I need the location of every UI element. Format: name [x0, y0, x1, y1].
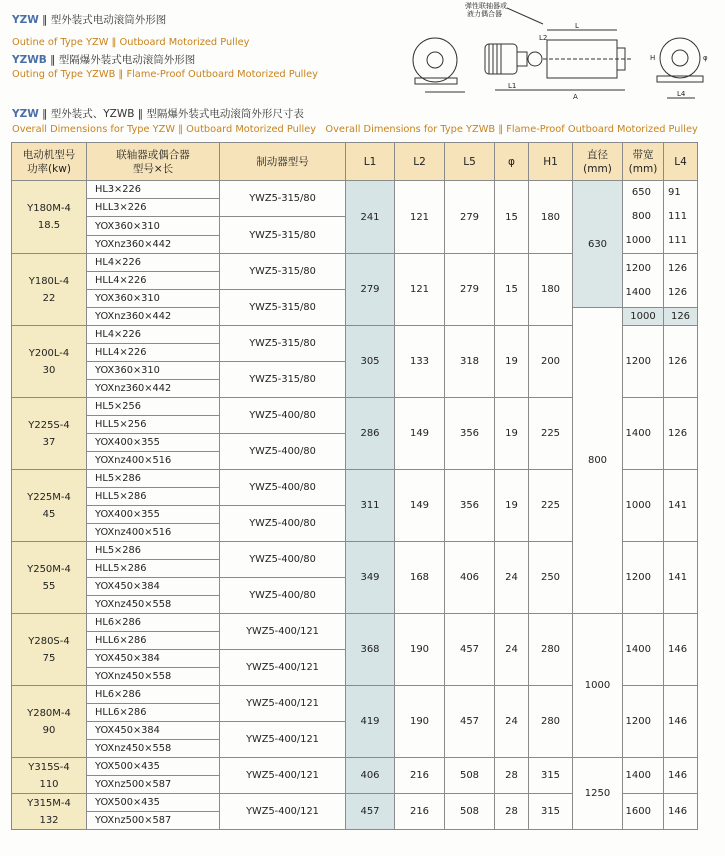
col-coupler: 联轴器或偶合器 型号×长	[87, 143, 220, 181]
beltwidth-cell	[623, 181, 664, 254]
beltwidth-cell-value: 1200	[625, 355, 651, 367]
diameter-cell-value: 800	[587, 455, 608, 466]
motor-model-cell-value: 110	[39, 778, 59, 790]
dim-label-L1: L1	[508, 82, 517, 90]
coupler-cell: HL5×256	[87, 398, 220, 416]
beltwidth-cell-value: 1600	[625, 805, 651, 817]
motor-model-cell-value: Y180M-4	[27, 203, 71, 214]
coupler-cell: HL4×226	[87, 326, 220, 344]
motor-model-cell	[12, 686, 87, 758]
title-yzwb-en: Outing of Type YZWB ‖ Flame-Proof Outboard Motorized Pulley	[12, 69, 318, 80]
drawing-note-2: 液力偶合器	[467, 10, 502, 18]
L4-cell-value: 146	[668, 715, 688, 727]
title-en-text: Outing of Type YZWB	[12, 69, 116, 80]
col-L5: L5	[445, 143, 495, 181]
coupler-cell: YOXnz400×516	[87, 452, 220, 470]
dimension-table	[11, 142, 698, 830]
motor-model-cell-value: Y225M-4	[27, 491, 71, 503]
dim-label-H: H	[650, 54, 656, 62]
phi-cell: 24	[495, 614, 529, 686]
beltwidth-cell	[623, 326, 664, 398]
L5-cell: 279	[445, 181, 495, 254]
beltwidth-cell-value: 1400	[625, 286, 651, 298]
drawing-note-1: 弹性联轴器或	[465, 2, 507, 10]
diameter-cell	[573, 308, 623, 614]
L4-cell-value: 141	[668, 571, 688, 583]
coupler-cell: HL6×286	[87, 686, 220, 704]
motor-model-cell	[12, 794, 87, 830]
beltwidth-cell	[623, 254, 664, 308]
code-yzw: YZW	[12, 108, 39, 120]
L1-cell: 305	[346, 326, 395, 398]
dim-label-A: A	[573, 93, 578, 101]
phi-cell: 15	[495, 254, 529, 326]
title-en-text-3: Overall Dimensions for Type YZWB	[325, 124, 496, 135]
title-cn-text: 型隔爆外装式电动滚筒外形图	[58, 54, 196, 66]
L4-cell-value: 141	[668, 499, 688, 511]
motor-model-cell	[12, 398, 87, 470]
brake-cell: YWZ5-315/80	[220, 217, 346, 254]
motor-model-cell-value: 45	[42, 508, 56, 520]
coupler-cell: YOXnz360×442	[87, 236, 220, 254]
L4-cell	[664, 308, 698, 326]
L4-cell-value: 111	[668, 211, 688, 222]
col-L1: L1	[346, 143, 395, 181]
H1-cell: 280	[529, 614, 573, 686]
brake-cell: YWZ5-400/80	[220, 470, 346, 506]
H1-cell: 180	[529, 181, 573, 254]
title-dims-cn: YZW ‖ 型外装式、YZWB ‖ 型隔爆外装式电动滚筒外形尺寸表	[12, 108, 304, 120]
motor-model-cell-value: 55	[42, 580, 56, 592]
L5-cell: 508	[445, 758, 495, 794]
L5-cell: 279	[445, 254, 495, 326]
table-row	[12, 614, 698, 632]
motor-model-cell-value: Y225S-4	[28, 419, 70, 431]
end-view-hub	[427, 52, 443, 68]
L2-cell: 190	[395, 614, 445, 686]
col-L4: L4	[664, 143, 698, 181]
L4-cell	[664, 326, 698, 398]
motor-model-cell-value: Y200L-4	[28, 347, 70, 359]
coupler-cell: YOXnz500×587	[87, 776, 220, 794]
diameter-cell-value: 1000	[584, 680, 611, 691]
title-cn-text: 型外装式、YZWB	[50, 108, 135, 120]
H1-cell: 180	[529, 254, 573, 326]
coupler-cell: HL5×286	[87, 542, 220, 560]
L1-cell: 279	[346, 254, 395, 326]
beltwidth-cell-value: 1400	[625, 769, 651, 781]
title-dims-en: Overall Dimensions for Type YZW ‖ Outboard Motorized Pulley Overall Dimensions for Type YZWB ‖ Flame-Proof Outboard Motorized Pulley	[12, 124, 698, 135]
col-L2: L2	[395, 143, 445, 181]
title-en-text-4: Flame-Proof Outboard Motorized Pulley	[506, 124, 698, 135]
right-end-hub	[672, 50, 688, 66]
L5-cell: 406	[445, 542, 495, 614]
L4-cell	[664, 794, 698, 830]
L4-cell	[664, 254, 698, 308]
coupler-cell: HL5×286	[87, 470, 220, 488]
coupler-cell: HLL4×226	[87, 272, 220, 290]
col-phi: φ	[495, 143, 529, 181]
beltwidth-cell-value: 800	[631, 211, 651, 222]
L1-cell: 286	[346, 398, 395, 470]
L5-cell: 356	[445, 398, 495, 470]
L4-cell-value: 146	[668, 805, 688, 817]
L4-cell	[664, 542, 698, 614]
brake-cell: YWZ5-400/121	[220, 686, 346, 722]
diameter-cell-value: 630	[587, 238, 608, 250]
end-view-base	[415, 78, 457, 84]
brake-cell: YWZ5-400/80	[220, 506, 346, 542]
coupler-cell: YOXnz360×442	[87, 380, 220, 398]
phi-cell: 28	[495, 794, 529, 830]
motor-model-cell-value: 30	[42, 364, 56, 376]
diameter-cell	[573, 614, 623, 758]
L4-cell-value: 126	[668, 286, 688, 298]
end-view-outer	[413, 38, 457, 82]
coupler-cell: HLL4×226	[87, 344, 220, 362]
beltwidth-cell	[623, 308, 664, 326]
brake-cell: YWZ5-315/80	[220, 254, 346, 290]
dim-label-L: L	[575, 22, 579, 30]
coupler-cell: YOXnz450×558	[87, 596, 220, 614]
L1-cell: 419	[346, 686, 395, 758]
motor-model-cell-value: 18.5	[37, 220, 61, 231]
motor-model-cell-value: 132	[39, 814, 59, 826]
title-yzwb-cn: YZWB ‖ 型隔爆外装式电动滚筒外形图	[12, 54, 196, 66]
motor-model-cell	[12, 614, 87, 686]
beltwidth-cell	[623, 470, 664, 542]
coupler-cell: YOX500×435	[87, 758, 220, 776]
phi-cell: 28	[495, 758, 529, 794]
L1-cell: 349	[346, 542, 395, 614]
H1-cell: 250	[529, 542, 573, 614]
coupler-cell: YOX400×355	[87, 506, 220, 524]
beltwidth-cell	[623, 758, 664, 794]
coupler-cell: YOX400×355	[87, 434, 220, 452]
coupler-cell: HLL6×286	[87, 632, 220, 650]
motor-model-cell-value: 90	[42, 724, 56, 736]
coupler-cell: HLL5×286	[87, 488, 220, 506]
H1-cell: 315	[529, 794, 573, 830]
coupler-cell: YOXnz360×442	[87, 308, 220, 326]
coupler-cell: YOX360×310	[87, 362, 220, 380]
L5-cell: 318	[445, 326, 495, 398]
coupler-cell: YOXnz500×587	[87, 812, 220, 830]
beltwidth-cell	[623, 614, 664, 686]
dim-label-L2: L2	[539, 34, 548, 42]
col-brake: 制动器型号	[220, 143, 346, 181]
motor-model-cell-value: 22	[42, 292, 56, 304]
motor-model-cell-value: Y280S-4	[28, 635, 70, 647]
brake-cell: YWZ5-315/80	[220, 326, 346, 362]
H1-cell: 225	[529, 470, 573, 542]
coupler-cell: YOX450×384	[87, 578, 220, 596]
L5-cell: 457	[445, 614, 495, 686]
L2-cell: 121	[395, 254, 445, 326]
motor-model-cell	[12, 326, 87, 398]
title-en-text-2: Outboard Motorized Pulley	[119, 37, 250, 48]
brake-cell: YWZ5-400/121	[220, 722, 346, 758]
brake-cell: YWZ5-400/80	[220, 434, 346, 470]
L5-cell: 356	[445, 470, 495, 542]
coupler-cell: YOX500×435	[87, 794, 220, 812]
beltwidth-cell-value: 1000	[625, 235, 651, 246]
coupler-cell: HLL6×286	[87, 704, 220, 722]
title-cn-text-2: 型隔爆外装式电动滚筒外形尺寸表	[146, 108, 304, 120]
L4-cell-value: 91	[668, 187, 681, 198]
beltwidth-cell-value: 1000	[630, 311, 656, 322]
coupler-cell: HL4×226	[87, 254, 220, 272]
coupler-cell: YOXnz450×558	[87, 740, 220, 758]
motor-model-cell	[12, 254, 87, 326]
L4-cell	[664, 398, 698, 470]
table-row	[12, 758, 698, 776]
motor-model-cell-value: Y180L-4	[28, 275, 70, 287]
brake-cell: YWZ5-400/121	[220, 614, 346, 650]
L1-cell: 457	[346, 794, 395, 830]
L4-cell	[664, 614, 698, 686]
L4-cell-value: 126	[670, 311, 691, 322]
L4-cell-value: 146	[668, 643, 688, 655]
code-yzw: YZW	[12, 14, 39, 26]
code-yzwb: YZWB	[12, 54, 47, 66]
right-end-outer	[660, 38, 700, 78]
phi-cell: 24	[495, 686, 529, 758]
L1-cell: 368	[346, 614, 395, 686]
motor-model-cell	[12, 181, 87, 254]
brake-disc	[528, 52, 542, 66]
title-cn-text: 型外装式电动滚筒外形图	[50, 14, 167, 26]
beltwidth-cell-value: 1200	[625, 715, 651, 727]
beltwidth-cell	[623, 542, 664, 614]
coupler-cell: HLL5×286	[87, 560, 220, 578]
L2-cell: 190	[395, 686, 445, 758]
motor-model-cell	[12, 758, 87, 794]
brake-cell: YWZ5-315/80	[220, 181, 346, 217]
coupler-cell: YOX450×384	[87, 722, 220, 740]
motor-model-cell-value: Y250M-4	[27, 563, 71, 575]
coupler-cell: HL3×226	[87, 181, 220, 199]
H1-cell: 280	[529, 686, 573, 758]
L2-cell: 149	[395, 398, 445, 470]
diameter-cell	[573, 758, 623, 830]
beltwidth-cell-value: 1000	[625, 499, 651, 511]
coupler-cell: HL6×286	[87, 614, 220, 632]
motor-model-cell-value: 75	[42, 652, 56, 664]
beltwidth-cell	[623, 794, 664, 830]
coupler	[517, 52, 527, 66]
title-en-text: Overall Dimensions for Type YZW	[12, 124, 176, 135]
phi-cell: 19	[495, 470, 529, 542]
title-yzw-en: Outine of Type YZW ‖ Outboard Motorized Pulley	[12, 37, 250, 48]
col-beltwidth: 带宽 (mm)	[623, 143, 664, 181]
coupler-cell: YOXnz450×558	[87, 668, 220, 686]
L2-cell: 133	[395, 326, 445, 398]
L5-cell: 508	[445, 794, 495, 830]
col-motor: 电动机型号 功率(kw)	[12, 143, 87, 181]
beltwidth-cell-value: 1200	[625, 571, 651, 583]
phi-cell: 19	[495, 398, 529, 470]
motor-model-cell-value: 37	[42, 436, 56, 448]
phi-cell: 19	[495, 326, 529, 398]
L2-cell: 121	[395, 181, 445, 254]
beltwidth-cell-value: 1400	[625, 643, 651, 655]
brake-cell: YWZ5-400/80	[220, 542, 346, 578]
L1-cell: 406	[346, 758, 395, 794]
brake-cell: YWZ5-400/80	[220, 398, 346, 434]
coupler-cell: HLL3×226	[87, 199, 220, 217]
col-diameter: 直径 (mm)	[573, 143, 623, 181]
L4-cell	[664, 181, 698, 254]
table-header-row	[12, 143, 698, 181]
H1-cell: 315	[529, 758, 573, 794]
motor-model-cell	[12, 470, 87, 542]
coupler-cell: YOX360×310	[87, 290, 220, 308]
L4-cell-value: 146	[668, 769, 688, 781]
title-en-text: Outine of Type YZW	[12, 37, 109, 48]
phi-cell: 15	[495, 181, 529, 254]
L4-cell-value: 111	[668, 235, 688, 246]
dim-label-phi: φ	[703, 54, 708, 62]
brake-cell: YWZ5-315/80	[220, 362, 346, 398]
brake-cell: YWZ5-315/80	[220, 290, 346, 326]
L1-cell: 311	[346, 470, 395, 542]
pulley-outline-drawing	[405, 0, 720, 104]
H1-cell: 225	[529, 398, 573, 470]
H1-cell: 200	[529, 326, 573, 398]
diameter-cell-value: 1250	[584, 788, 611, 799]
L4-cell	[664, 686, 698, 758]
beltwidth-cell-value: 650	[631, 187, 651, 198]
coupler-cell: YOX450×384	[87, 650, 220, 668]
beltwidth-cell-value: 1400	[625, 427, 651, 439]
brake-cell: YWZ5-400/121	[220, 650, 346, 686]
L4-cell-value: 126	[668, 355, 688, 367]
beltwidth-cell-value: 1200	[625, 262, 651, 274]
L2-cell: 216	[395, 758, 445, 794]
L4-cell	[664, 758, 698, 794]
L4-cell-value: 126	[668, 262, 688, 274]
col-H1: H1	[529, 143, 573, 181]
L5-cell: 457	[445, 686, 495, 758]
table-row	[12, 181, 698, 199]
beltwidth-cell	[623, 398, 664, 470]
coupler-cell: YOX360×310	[87, 217, 220, 236]
L2-cell: 168	[395, 542, 445, 614]
brake-cell: YWZ5-400/80	[220, 578, 346, 614]
brake-cell: YWZ5-400/121	[220, 794, 346, 830]
motor-model-cell-value: Y280M-4	[27, 707, 71, 719]
motor-model-cell-value: Y315M-4	[27, 797, 71, 809]
title-en-text-2: Flame-Proof Outboard Motorized Pulley	[126, 69, 318, 80]
brake-cell: YWZ5-400/121	[220, 758, 346, 794]
title-en-text-2: Outboard Motorized Pulley	[186, 124, 317, 135]
L2-cell: 216	[395, 794, 445, 830]
dim-label-L4: L4	[677, 90, 686, 98]
motor-model-cell	[12, 542, 87, 614]
L4-cell-value: 126	[668, 427, 688, 439]
coupler-cell: YOXnz400×516	[87, 524, 220, 542]
title-yzw-cn: YZW ‖ 型外装式电动滚筒外形图	[12, 14, 167, 26]
L1-cell: 241	[346, 181, 395, 254]
diameter-cell	[573, 181, 623, 308]
motor-model-cell-value: Y315S-4	[28, 761, 70, 773]
phi-cell: 24	[495, 542, 529, 614]
L2-cell: 149	[395, 470, 445, 542]
L4-cell	[664, 470, 698, 542]
beltwidth-cell	[623, 686, 664, 758]
coupler-cell: HLL5×256	[87, 416, 220, 434]
